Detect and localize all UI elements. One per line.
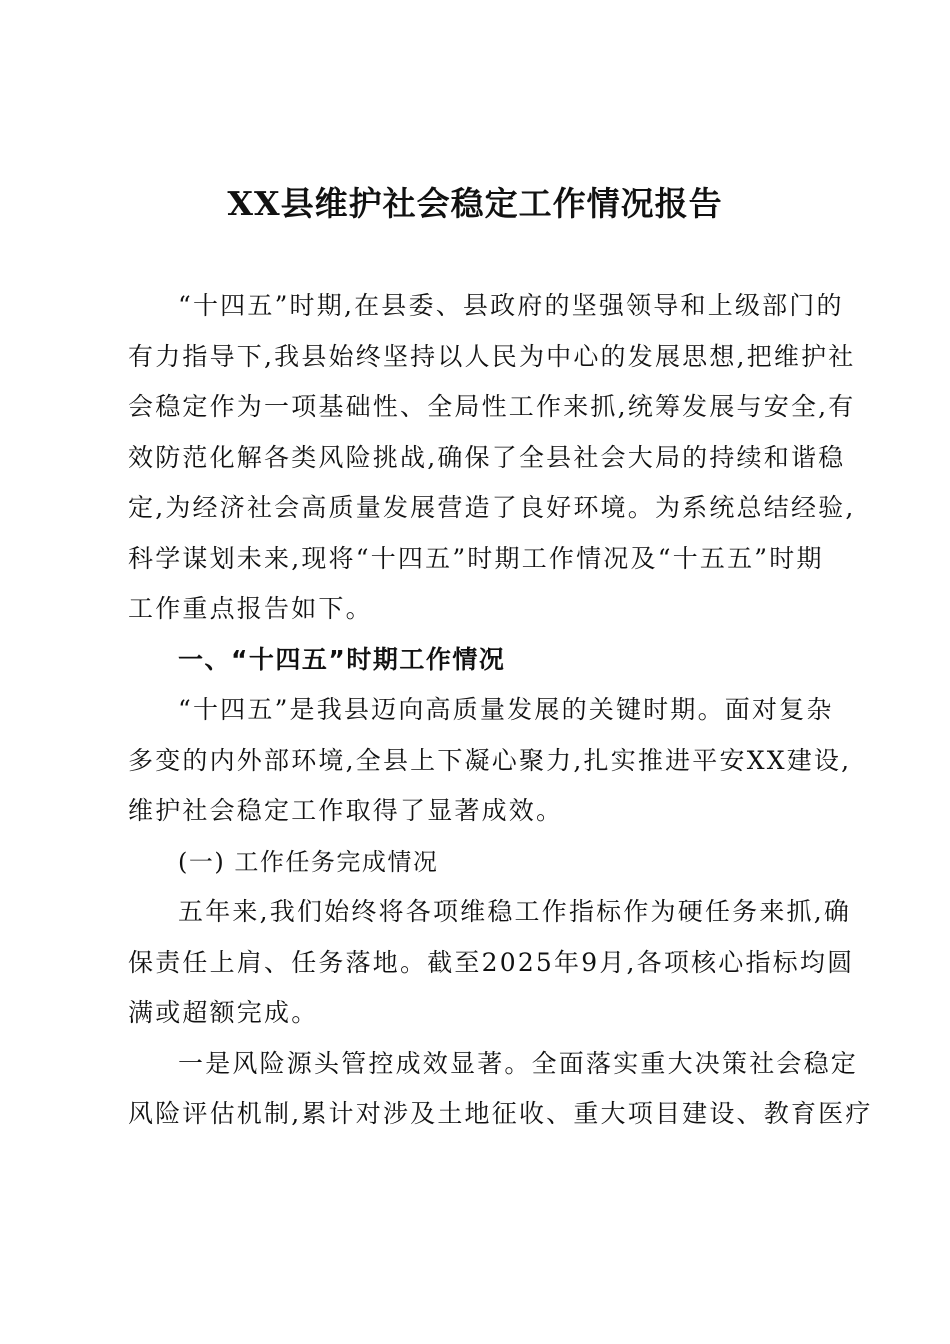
paragraph-4-line-1: 一是风险源头管控成效显著。全面落实重大决策社会稳定 (178, 1048, 859, 1078)
paragraph-1-line-6: 科学谋划未来,现将“十四五”时期工作情况及“十五五”时期 (128, 543, 824, 573)
paragraph-4-line-2: 风险评估机制,累计对涉及土地征收、重大项目建设、教育医疗 (128, 1099, 873, 1128)
paragraph-1-line-5: 定,为经济社会高质量发展营造了良好环境。为系统总结经验, (128, 493, 856, 522)
paragraph-2-line-1: “十四五”是我县迈向高质量发展的关键时期。面对复杂 (178, 695, 834, 724)
paragraph-3-line-3: 满或超额完成。 (128, 998, 319, 1027)
paragraph-1-line-2: 有力指导下,我县始终坚持以人民为中心的发展思想,把维护社 (128, 341, 856, 371)
paragraph-3-line-2: 保责任上肩、任务落地。截至2025年9月,各项核心指标均圆 (128, 947, 855, 977)
paragraph-1-line-4: 效防范化解各类风险挑战,确保了全县社会大局的持续和谐稳 (128, 442, 846, 472)
paragraph-1-line-3: 会稳定作为一项基础性、全局性工作来抓,统筹发展与安全,有 (128, 392, 856, 421)
paragraph-1-line-1: “十四五”时期,在县委、县政府的坚强领导和上级部门的 (178, 291, 844, 320)
paragraph-3-line-1: 五年来,我们始终将各项维稳工作指标作为硬任务来抓,确 (178, 897, 852, 926)
paragraph-1-line-7: 工作重点报告如下。 (128, 594, 373, 623)
section-heading-1: 一、“十四五”时期工作情况 (178, 644, 506, 674)
subsection-heading-1: (一) 工作任务完成情况 (178, 847, 439, 876)
document-title: XX县维护社会稳定工作情况报告 (227, 184, 723, 223)
document-body (128, 281, 873, 1140)
paragraph-2-line-2: 多变的内外部环境,全县上下凝心聚力,扎实推进平安XX建设, (128, 745, 852, 775)
paragraph-2-line-3: 维护社会稳定工作取得了显著成效。 (128, 796, 564, 825)
